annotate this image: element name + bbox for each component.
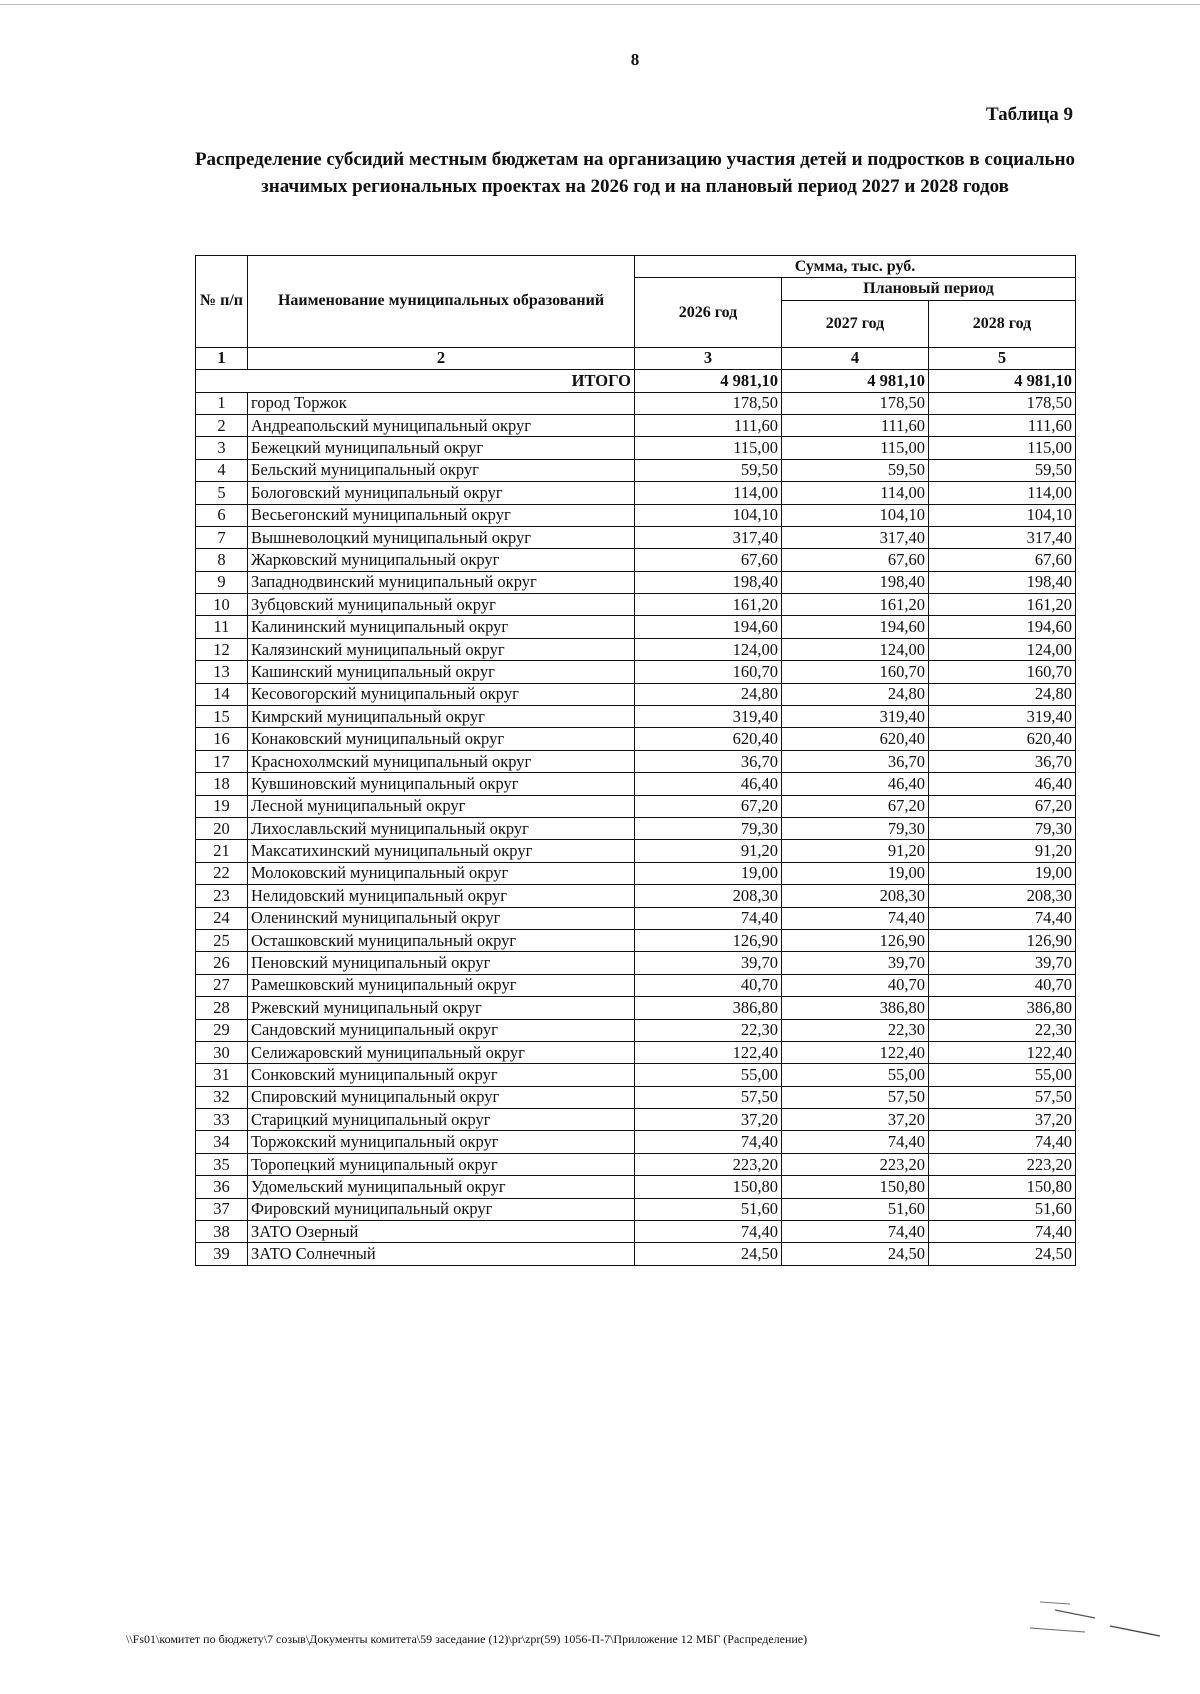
value-2027: 40,70 [782, 974, 929, 996]
value-2028: 19,00 [929, 862, 1076, 884]
value-2026: 57,50 [635, 1086, 782, 1108]
table-row [196, 817, 1076, 839]
value-2028: 36,70 [929, 750, 1076, 772]
value-2028: 91,20 [929, 840, 1076, 862]
row-number: 31 [196, 1064, 248, 1086]
table-label: Таблица 9 [985, 104, 1073, 125]
value-2026: 22,30 [635, 1019, 782, 1041]
row-number: 5 [196, 482, 248, 504]
value-2027: 39,70 [782, 952, 929, 974]
row-number: 38 [196, 1221, 248, 1243]
document-title: Распределение субсидий местным бюджетам на организацию участия детей и подростков в социально значимых региональных проектах на 2026 год и на плановый период 2027 и 2028 годов [194, 149, 1076, 197]
value-2026: 124,00 [635, 638, 782, 660]
value-2028: 150,80 [929, 1176, 1076, 1198]
municipality-name: Калязинский муниципальный округ [248, 638, 635, 660]
value-2027: 208,30 [782, 885, 929, 907]
value-2027: 24,50 [782, 1243, 929, 1265]
value-2026: 319,40 [635, 706, 782, 728]
municipality-name: Спировский муниципальный округ [248, 1086, 635, 1108]
table-row [196, 1153, 1076, 1175]
total-label: ИТОГО [196, 370, 635, 392]
table-row [196, 526, 1076, 548]
row-number: 26 [196, 952, 248, 974]
table-row [196, 1086, 1076, 1108]
value-2028: 67,20 [929, 795, 1076, 817]
row-number: 1 [196, 392, 248, 414]
row-number: 8 [196, 549, 248, 571]
row-number: 16 [196, 728, 248, 750]
value-2026: 79,30 [635, 817, 782, 839]
row-number: 6 [196, 504, 248, 526]
municipality-name: Ржевский муниципальный округ [248, 997, 635, 1019]
value-2026: 67,20 [635, 795, 782, 817]
value-2027: 319,40 [782, 706, 929, 728]
table-row [196, 706, 1076, 728]
value-2028: 386,80 [929, 997, 1076, 1019]
municipality-name: Максатихинский муниципальный округ [248, 840, 635, 862]
row-number: 27 [196, 974, 248, 996]
table-row [196, 1131, 1076, 1153]
table-row [196, 482, 1076, 504]
value-2028: 122,40 [929, 1041, 1076, 1063]
value-2028: 620,40 [929, 728, 1076, 750]
municipality-name: Сандовский муниципальный округ [248, 1019, 635, 1041]
value-2027: 67,20 [782, 795, 929, 817]
municipality-name: Краснохолмский муниципальный округ [248, 750, 635, 772]
column-index: 3 [635, 347, 782, 369]
municipality-name: ЗАТО Озерный [248, 1221, 635, 1243]
municipality-name: Лесной муниципальный округ [248, 795, 635, 817]
value-2027: 114,00 [782, 482, 929, 504]
value-2026: 111,60 [635, 414, 782, 436]
value-2028: 24,80 [929, 683, 1076, 705]
value-2026: 40,70 [635, 974, 782, 996]
header-num: № п/п [196, 256, 248, 348]
row-number: 37 [196, 1198, 248, 1220]
value-2027: 115,00 [782, 437, 929, 459]
table-row [196, 750, 1076, 772]
municipality-name: Кесовогорский муниципальный округ [248, 683, 635, 705]
table-row [196, 549, 1076, 571]
value-2026: 39,70 [635, 952, 782, 974]
municipality-name: Бельский муниципальный округ [248, 459, 635, 481]
header-name: Наименование муниципальных образований [248, 256, 635, 348]
row-number: 23 [196, 885, 248, 907]
row-number: 13 [196, 661, 248, 683]
table-row [196, 616, 1076, 638]
row-number: 39 [196, 1243, 248, 1265]
column-index-row [196, 347, 1076, 369]
municipality-name: Зубцовский муниципальный округ [248, 594, 635, 616]
municipality-name: Жарковский муниципальный округ [248, 549, 635, 571]
row-number: 15 [196, 706, 248, 728]
row-number: 9 [196, 571, 248, 593]
row-number: 19 [196, 795, 248, 817]
row-number: 24 [196, 907, 248, 929]
value-2026: 59,50 [635, 459, 782, 481]
table-row [196, 1019, 1076, 1041]
subsidy-table [195, 255, 1076, 1266]
table-row [196, 683, 1076, 705]
value-2026: 115,00 [635, 437, 782, 459]
value-2028: 74,40 [929, 907, 1076, 929]
table-row [196, 414, 1076, 436]
value-2028: 74,40 [929, 1131, 1076, 1153]
value-2028: 208,30 [929, 885, 1076, 907]
row-number: 33 [196, 1109, 248, 1131]
table-row [196, 594, 1076, 616]
value-2028: 39,70 [929, 952, 1076, 974]
table-row [196, 661, 1076, 683]
table-row [196, 929, 1076, 951]
table-row [196, 638, 1076, 660]
municipality-name: Торжокский муниципальный округ [248, 1131, 635, 1153]
value-2026: 150,80 [635, 1176, 782, 1198]
value-2027: 74,40 [782, 1131, 929, 1153]
value-2026: 51,60 [635, 1198, 782, 1220]
value-2028: 223,20 [929, 1153, 1076, 1175]
municipality-name: Осташковский муниципальный округ [248, 929, 635, 951]
value-2027: 223,20 [782, 1153, 929, 1175]
header-2026: 2026 год [635, 278, 782, 347]
table-row [196, 504, 1076, 526]
municipality-name: Лихославльский муниципальный округ [248, 817, 635, 839]
municipality-name: Калининский муниципальный округ [248, 616, 635, 638]
value-2026: 74,40 [635, 1221, 782, 1243]
municipality-name: Рамешковский муниципальный округ [248, 974, 635, 996]
page-number: 8 [630, 50, 640, 69]
value-2028: 55,00 [929, 1064, 1076, 1086]
table-row [196, 773, 1076, 795]
table-row [196, 728, 1076, 750]
row-number: 28 [196, 997, 248, 1019]
value-2026: 55,00 [635, 1064, 782, 1086]
value-2027: 67,60 [782, 549, 929, 571]
value-2026: 114,00 [635, 482, 782, 504]
value-2027: 19,00 [782, 862, 929, 884]
value-2028: 161,20 [929, 594, 1076, 616]
table-row [196, 1221, 1076, 1243]
value-2028: 74,40 [929, 1221, 1076, 1243]
value-2026: 67,60 [635, 549, 782, 571]
scan-edge-line [0, 4, 1200, 5]
value-2028: 198,40 [929, 571, 1076, 593]
municipality-name: Молоковский муниципальный округ [248, 862, 635, 884]
header-row-1 [196, 256, 1076, 278]
value-2027: 161,20 [782, 594, 929, 616]
value-2027: 150,80 [782, 1176, 929, 1198]
value-2027: 55,00 [782, 1064, 929, 1086]
table-row [196, 1176, 1076, 1198]
municipality-name: Нелидовский муниципальный округ [248, 885, 635, 907]
value-2026: 24,50 [635, 1243, 782, 1265]
value-2026: 37,20 [635, 1109, 782, 1131]
table-row [196, 437, 1076, 459]
value-2028: 111,60 [929, 414, 1076, 436]
value-2026: 386,80 [635, 997, 782, 1019]
value-2028: 22,30 [929, 1019, 1076, 1041]
row-number: 7 [196, 526, 248, 548]
value-2028: 40,70 [929, 974, 1076, 996]
table-row [196, 795, 1076, 817]
municipality-name: Сонковский муниципальный округ [248, 1064, 635, 1086]
header-sum: Сумма, тыс. руб. [635, 256, 1076, 278]
value-2027: 74,40 [782, 1221, 929, 1243]
municipality-name: ЗАТО Солнечный [248, 1243, 635, 1265]
value-2027: 37,20 [782, 1109, 929, 1131]
value-2027: 46,40 [782, 773, 929, 795]
row-number: 35 [196, 1153, 248, 1175]
column-index: 2 [248, 347, 635, 369]
table-row [196, 392, 1076, 414]
municipality-name: Кувшиновский муниципальный округ [248, 773, 635, 795]
value-2027: 160,70 [782, 661, 929, 683]
value-2026: 194,60 [635, 616, 782, 638]
table-row [196, 1243, 1076, 1265]
value-2028: 319,40 [929, 706, 1076, 728]
row-number: 18 [196, 773, 248, 795]
row-number: 14 [196, 683, 248, 705]
municipality-name: город Торжок [248, 392, 635, 414]
value-2027: 57,50 [782, 1086, 929, 1108]
column-index: 5 [929, 347, 1076, 369]
value-2027: 24,80 [782, 683, 929, 705]
value-2026: 208,30 [635, 885, 782, 907]
table-row [196, 907, 1076, 929]
row-number: 3 [196, 437, 248, 459]
row-number: 29 [196, 1019, 248, 1041]
value-2027: 79,30 [782, 817, 929, 839]
value-2027: 51,60 [782, 1198, 929, 1220]
value-2026: 19,00 [635, 862, 782, 884]
row-number: 36 [196, 1176, 248, 1198]
value-2026: 317,40 [635, 526, 782, 548]
value-2026: 74,40 [635, 907, 782, 929]
value-2027: 198,40 [782, 571, 929, 593]
row-number: 21 [196, 840, 248, 862]
municipality-name: Бежецкий муниципальный округ [248, 437, 635, 459]
value-2026: 104,10 [635, 504, 782, 526]
municipality-name: Конаковский муниципальный округ [248, 728, 635, 750]
value-2027: 620,40 [782, 728, 929, 750]
row-number: 25 [196, 929, 248, 951]
header-planned-period: Плановый период [782, 278, 1076, 300]
table-row [196, 1198, 1076, 1220]
value-2027: 36,70 [782, 750, 929, 772]
municipality-name: Оленинский муниципальный округ [248, 907, 635, 929]
value-2028: 24,50 [929, 1243, 1076, 1265]
municipality-name: Западнодвинский муниципальный округ [248, 571, 635, 593]
municipality-name: Андреапольский муниципальный округ [248, 414, 635, 436]
value-2026: 91,20 [635, 840, 782, 862]
municipality-name: Вышневолоцкий муниципальный округ [248, 526, 635, 548]
value-2026: 74,40 [635, 1131, 782, 1153]
total-2026: 4 981,10 [635, 370, 782, 392]
value-2027: 317,40 [782, 526, 929, 548]
scan-artifact-marks [1010, 1590, 1170, 1660]
row-number: 2 [196, 414, 248, 436]
value-2027: 91,20 [782, 840, 929, 862]
value-2027: 122,40 [782, 1041, 929, 1063]
value-2026: 24,80 [635, 683, 782, 705]
value-2027: 194,60 [782, 616, 929, 638]
table-row [196, 997, 1076, 1019]
municipality-name: Пеновский муниципальный округ [248, 952, 635, 974]
value-2028: 51,60 [929, 1198, 1076, 1220]
value-2028: 178,50 [929, 392, 1076, 414]
header-2027: 2027 год [782, 300, 929, 347]
value-2026: 161,20 [635, 594, 782, 616]
municipality-name: Фировский муниципальный округ [248, 1198, 635, 1220]
value-2027: 126,90 [782, 929, 929, 951]
total-2028: 4 981,10 [929, 370, 1076, 392]
total-2027: 4 981,10 [782, 370, 929, 392]
value-2028: 124,00 [929, 638, 1076, 660]
row-number: 10 [196, 594, 248, 616]
value-2027: 22,30 [782, 1019, 929, 1041]
row-number: 11 [196, 616, 248, 638]
column-index: 1 [196, 347, 248, 369]
value-2026: 122,40 [635, 1041, 782, 1063]
table-row [196, 1109, 1076, 1131]
value-2028: 194,60 [929, 616, 1076, 638]
value-2026: 620,40 [635, 728, 782, 750]
municipality-name: Селижаровский муниципальный округ [248, 1041, 635, 1063]
table-row [196, 885, 1076, 907]
value-2028: 115,00 [929, 437, 1076, 459]
value-2027: 178,50 [782, 392, 929, 414]
value-2026: 126,90 [635, 929, 782, 951]
municipality-name: Удомельский муниципальный округ [248, 1176, 635, 1198]
row-number: 20 [196, 817, 248, 839]
table-row [196, 840, 1076, 862]
value-2028: 317,40 [929, 526, 1076, 548]
value-2028: 160,70 [929, 661, 1076, 683]
value-2026: 46,40 [635, 773, 782, 795]
table-row [196, 862, 1076, 884]
value-2026: 223,20 [635, 1153, 782, 1175]
value-2028: 57,50 [929, 1086, 1076, 1108]
column-index: 4 [782, 347, 929, 369]
value-2026: 178,50 [635, 392, 782, 414]
table-row [196, 1041, 1076, 1063]
value-2027: 111,60 [782, 414, 929, 436]
row-number: 32 [196, 1086, 248, 1108]
table-row [196, 571, 1076, 593]
row-number: 34 [196, 1131, 248, 1153]
row-number: 12 [196, 638, 248, 660]
value-2027: 104,10 [782, 504, 929, 526]
table-row [196, 974, 1076, 996]
row-number: 30 [196, 1041, 248, 1063]
municipality-name: Кимрский муниципальный округ [248, 706, 635, 728]
value-2028: 46,40 [929, 773, 1076, 795]
municipality-name: Старицкий муниципальный округ [248, 1109, 635, 1131]
total-row [196, 370, 1076, 392]
value-2026: 36,70 [635, 750, 782, 772]
value-2027: 386,80 [782, 997, 929, 1019]
row-number: 17 [196, 750, 248, 772]
header-2028: 2028 год [929, 300, 1076, 347]
value-2028: 114,00 [929, 482, 1076, 504]
value-2027: 124,00 [782, 638, 929, 660]
value-2026: 198,40 [635, 571, 782, 593]
value-2027: 74,40 [782, 907, 929, 929]
row-number: 22 [196, 862, 248, 884]
table-row [196, 1064, 1076, 1086]
value-2028: 79,30 [929, 817, 1076, 839]
value-2028: 37,20 [929, 1109, 1076, 1131]
table-row [196, 459, 1076, 481]
value-2028: 67,60 [929, 549, 1076, 571]
value-2028: 59,50 [929, 459, 1076, 481]
row-number: 4 [196, 459, 248, 481]
municipality-name: Весьегонский муниципальный округ [248, 504, 635, 526]
value-2026: 160,70 [635, 661, 782, 683]
footer-file-path: \\Fs01\комитет по бюджету\7 созыв\Документы комитета\59 заседание (12)\pr\zpr(59) 1056-П-7\Приложение 12 МБГ (Распределение) [126, 1632, 808, 1646]
value-2027: 59,50 [782, 459, 929, 481]
municipality-name: Бологовский муниципальный округ [248, 482, 635, 504]
municipality-name: Торопецкий муниципальный округ [248, 1153, 635, 1175]
value-2028: 126,90 [929, 929, 1076, 951]
table-row [196, 952, 1076, 974]
value-2028: 104,10 [929, 504, 1076, 526]
municipality-name: Кашинский муниципальный округ [248, 661, 635, 683]
